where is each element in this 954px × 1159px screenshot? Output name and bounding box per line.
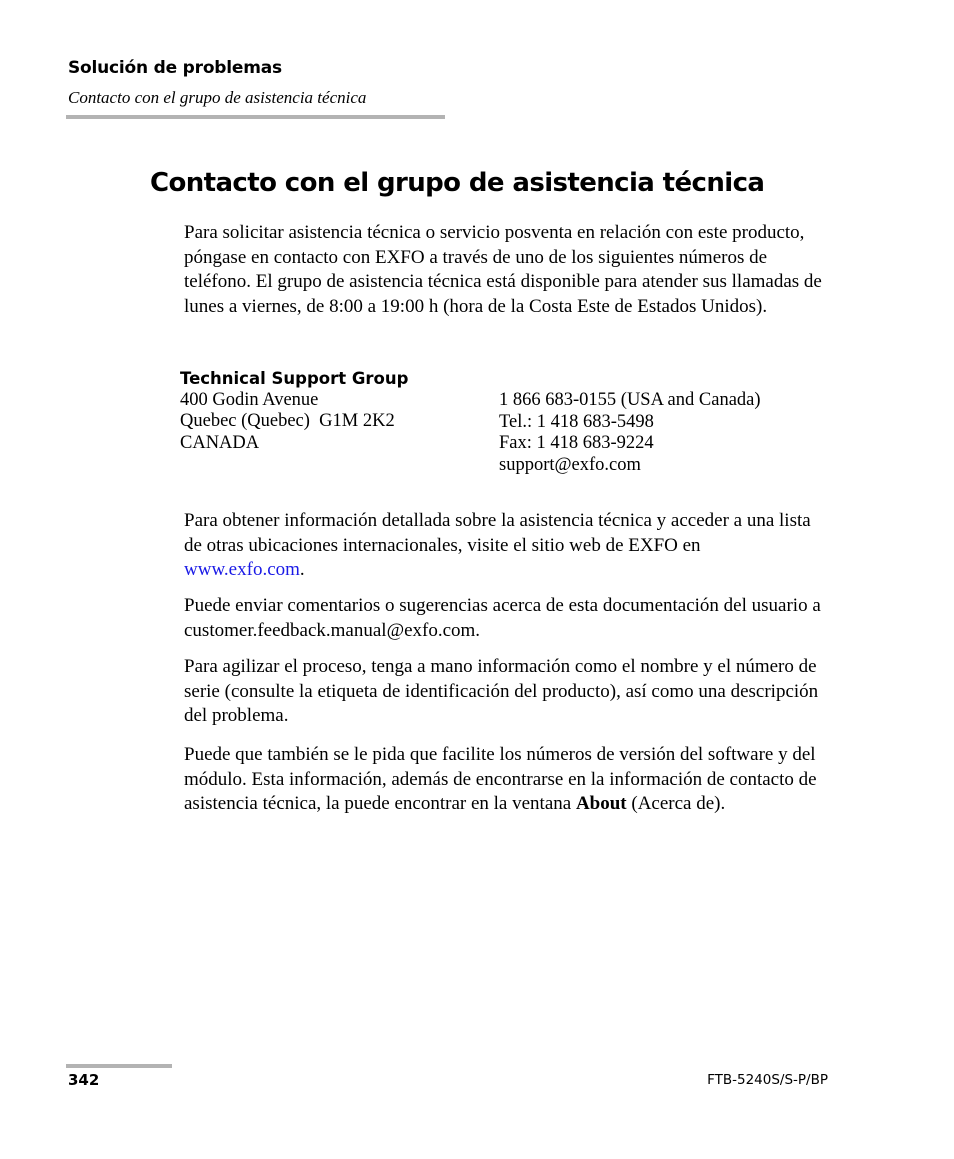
feedback-paragraph: Puede enviar comentarios o sugerencias acerca de esta documentación del usuario a customer.feedback.manual@exfo.com.	[184, 595, 821, 641]
intro-paragraph: Para solicitar asistencia técnica o servicio posventa en relación con este producto, póngase en contacto con EXFO a través de uno de los siguientes números de teléfono. El grupo de asistencia técnica está disponible para atender sus llamadas de lunes a viernes, de 8:00 a 19:00 h (hora de la Costa Este de Estados Unidos).	[184, 222, 822, 317]
speedup-paragraph: Para agilizar el proceso, tenga a mano información como el nombre y el número de serie (consulte la etiqueta de identificación del producto), así como una descripción del problema.	[184, 656, 819, 726]
exfo-website-link[interactable]: www.exfo.com	[184, 559, 300, 580]
contact-phone-block	[499, 390, 761, 477]
version-end: (Acerca de).	[626, 793, 726, 814]
version-text: Puede que también se le pida que facilite los números de versión del software y del módulo. Esta información, además de encontrarse en la información de contacto de asistencia técnica, la puede encontrar en la ventana	[184, 744, 817, 814]
contact-address-block	[180, 368, 408, 455]
address-line: 400 Godin Avenue	[180, 389, 319, 410]
phone-line: 1 866 683-0155 (USA and Canada)	[499, 390, 761, 410]
about-window-name: About	[575, 793, 627, 814]
contact-group-name: Technical Support Group	[180, 369, 409, 388]
header-divider	[66, 115, 445, 119]
footer-divider	[66, 1064, 172, 1068]
phone-line: Fax: 1 418 683-9224	[499, 433, 654, 454]
info-text: Para obtener información detallada sobre la asistencia técnica y acceder a una lista de otras ubicaciones internacionales, visite el sitio web de EXFO en	[184, 510, 811, 556]
product-model: FTB-5240S/S-P/BP	[707, 1072, 828, 1088]
phone-line: Tel.: 1 418 683-5498	[499, 411, 654, 432]
address-line: Quebec (Quebec) G1M 2K2	[180, 411, 395, 432]
version-paragraph	[184, 743, 824, 817]
running-header-chapter: Solución de problemas	[68, 58, 282, 78]
running-header-section: Contacto con el grupo de asistencia técnica	[68, 88, 367, 107]
page-number: 342	[68, 1071, 100, 1089]
support-email: support@exfo.com	[499, 455, 641, 476]
page-title: Contacto con el grupo de asistencia técnica	[150, 168, 765, 198]
address-line: CANADA	[180, 433, 260, 454]
info-paragraph	[184, 509, 824, 583]
info-end: .	[299, 559, 305, 580]
